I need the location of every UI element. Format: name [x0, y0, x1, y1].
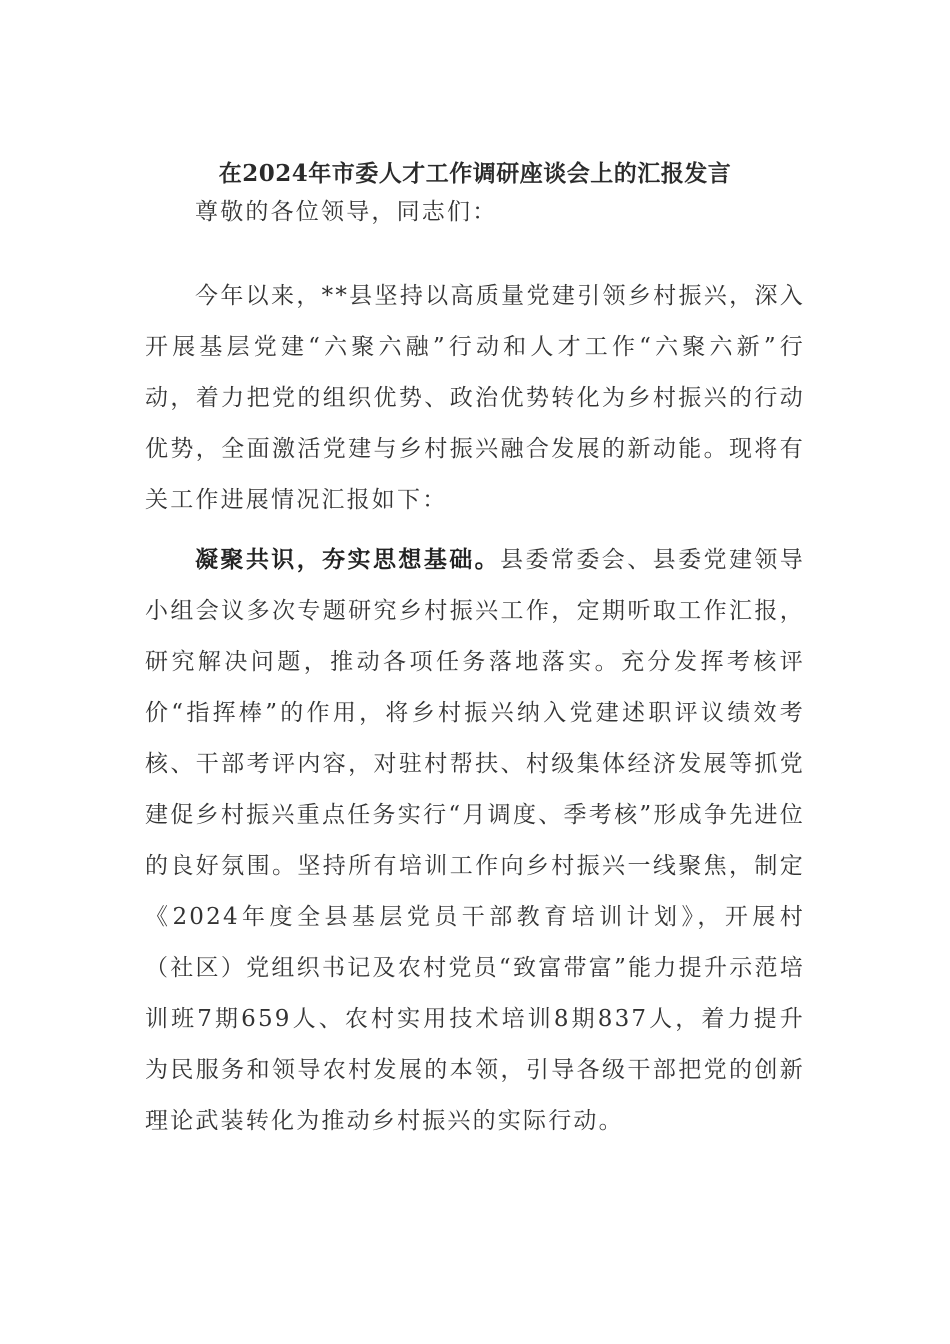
- paragraph-consensus: [145, 534, 805, 1147]
- paragraph-heading: 凝聚共识，夯实思想基础。: [195, 546, 501, 573]
- greeting: 尊敬的各位领导，同志们：: [195, 199, 498, 225]
- paragraph-consensus-text: 县委常委会、县委党建领导小组会议多次专题研究乡村振兴工作，定期听取工作汇报，研究解决问题，推动各项任务落地落实。充分发挥考核评价“指挥棒”的作用，将乡村振兴纳入党建述职评议绩效考核、干部考评内容，对驻村帮扶、村级集体经济发展等抓党建促乡村振兴重点任务实行“月调度、季考核”形成争先进位的良好氛围。坚持所有培训工作向乡村振兴一线聚焦，制定《2024年度全县基层党员干部教育培训计划》，开展村（社区）党组织书记及农村党员“致富带富”能力提升示范培训班7期659人、农村实用技术培训8期837人，着力提升为民服务和领导农村发展的本领，引导各级干部把党的创新理论武装转化为推动乡村振兴的实际行动。: [145, 547, 805, 1134]
- document-title: 在2024年市委人才工作调研座谈会上的汇报发言: [218, 160, 732, 187]
- paragraph-intro-text: 今年以来，**县坚持以高质量党建引领乡村振兴，深入开展基层党建“六聚六融”行动和人才工作“六聚六新”行动，着力把党的组织优势、政治优势转化为乡村振兴的行动优势，全面激活党建与乡村振兴融合发展的新动能。现将有关工作进展情况汇报如下：: [145, 283, 805, 513]
- paragraph-intro: [145, 271, 805, 526]
